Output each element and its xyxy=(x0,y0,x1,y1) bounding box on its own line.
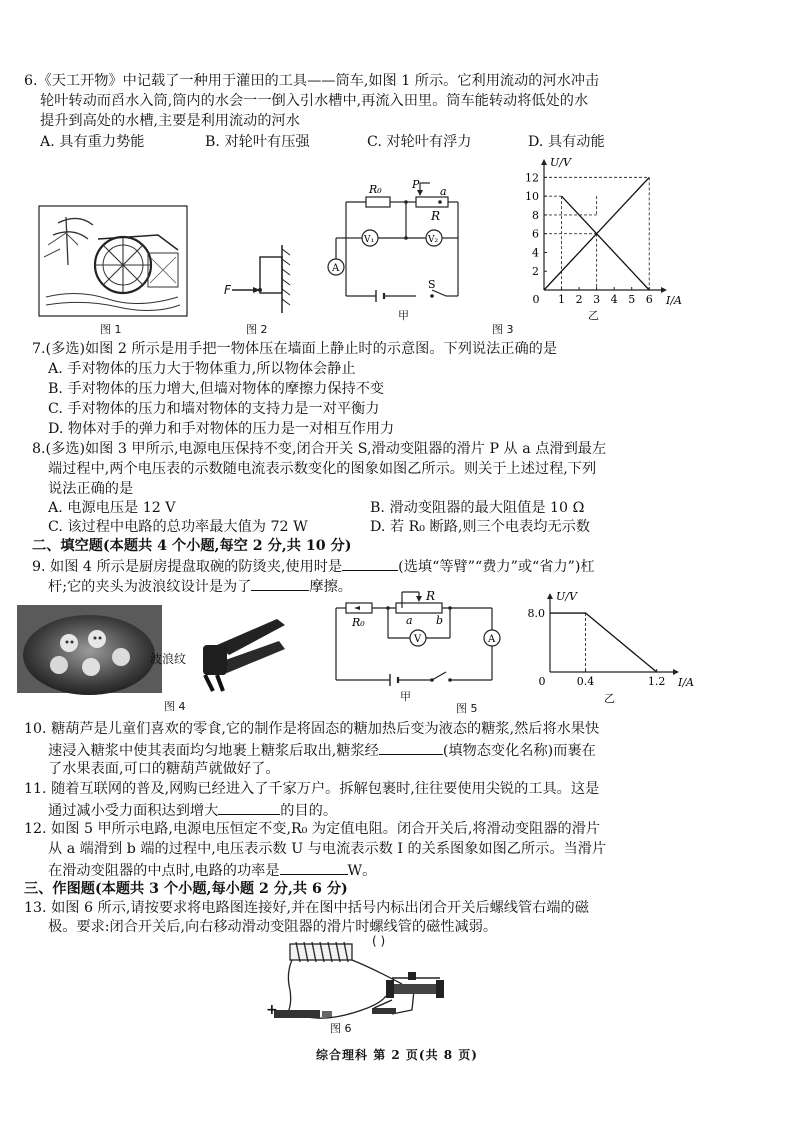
fig5-b-label: b xyxy=(436,614,444,627)
q11-text-2b: 的目的。 xyxy=(280,803,338,819)
page-footer: 综合理科 第 2 页(共 8 页) xyxy=(316,1048,478,1062)
fig5-chart-ytick-label-0: 8.0 xyxy=(527,607,545,621)
q6-line-3: 提升到高处的水槽,主要是利用流动的河水 xyxy=(40,113,300,129)
fig3-p-label: P xyxy=(412,178,420,191)
fig3-chart-ytick-label-0: 2 xyxy=(532,265,539,279)
section-2-heading: 二、填空题(本题共 4 个小题,每空 2 分,共 10 分) xyxy=(32,538,352,554)
fig3-chart-xtick-label-1: 2 xyxy=(575,293,583,306)
q9-text-2a: 杆;它的夹头为波浪纹设计是为了 xyxy=(48,579,252,595)
fig5-chart-x-arrow xyxy=(673,669,679,675)
q7-option-d: D. 物体对手的弹力和手对物体的压力是一对相互作用力 xyxy=(48,421,395,437)
fig5-r0-label: R₀ xyxy=(352,616,365,629)
q6-line-1: 6.《天工开物》中记载了一种用于灌田的工具——筒车,如图 1 所示。它利用流动的河水冲击 xyxy=(24,73,600,89)
q8-option-a: A. 电源电压是 12 V xyxy=(48,500,176,516)
fig5-chart-xtick-label-0: 0.4 xyxy=(576,675,595,688)
q10-line-1: 10. 糖葫芦是儿童们喜欢的零食,它的制作是将固态的糖加热后变为液态的糖浆,然后将水果快 xyxy=(24,721,600,737)
q9-text-2b: 摩擦。 xyxy=(309,579,352,595)
fig2-caption: 图 2 xyxy=(246,323,268,336)
q8-line-1: 8.(多选)如图 3 甲所示,电源电压保持不变,闭合开关 S,滑动变阻器的滑片 P 从 a 点滑到最左 xyxy=(32,441,607,457)
q10-blank[interactable] xyxy=(379,740,443,755)
q8-option-b: B. 滑动变阻器的最大阻值是 10 Ω xyxy=(370,500,585,516)
q13-line-1: 13. 如图 6 所示,请按要求将电路图连接好,并在图中括号内标出闭合开关后螺线管右端的磁 xyxy=(24,900,589,916)
fig5-caption: 图 5 xyxy=(456,702,478,715)
fig5-chart-y-arrow xyxy=(547,593,553,599)
fig5-chart-series-line-0 xyxy=(550,613,657,672)
q9-line-1 xyxy=(32,556,595,577)
fig3-chart-xtick-label-2: 3 xyxy=(593,293,601,306)
fig5-chart-origin-label: 0 xyxy=(538,675,546,688)
q11-line-1: 11. 随着互联网的普及,网购已经进入了千家万户。拆解包裹时,往往要使用尖锐的工具。这是 xyxy=(24,781,600,797)
q6-option-c: C. 对轮叶有浮力 xyxy=(367,134,472,150)
fig3-chart-ytick-label-2: 6 xyxy=(532,227,539,241)
q12-text-3b: W。 xyxy=(347,863,377,879)
fig3-chart xyxy=(512,150,682,310)
fig5-circuit xyxy=(326,586,502,690)
q8-line-2: 端过程中,两个电压表的示数随电流表示数变化的图象如图乙所示。则关于上述过程,下列 xyxy=(48,461,597,477)
fig5-chart-xtick-label-1: 1.2 xyxy=(647,675,666,688)
fig5-yi-caption: 乙 xyxy=(604,692,615,705)
fig5-chart-x-axis-label: I/A xyxy=(678,676,694,689)
fig2-force-label: F xyxy=(224,283,231,297)
fig3-chart-xtick-label-3: 4 xyxy=(610,293,618,306)
q6-option-b: B. 对轮叶有压强 xyxy=(205,134,310,150)
fig3-chart-xtick-label-0: 1 xyxy=(558,293,566,306)
fig3-chart-x-axis-label: I/A xyxy=(666,294,682,307)
fig6-apparatus xyxy=(262,934,462,1030)
q6-line-2: 轮叶转动而舀水入筒,筒内的水会一一倒入引水槽中,再流入田里。筒车能转动将低处的水 xyxy=(40,93,589,109)
fig3-switch-label: S xyxy=(428,278,436,291)
fig3-a-label: a xyxy=(440,185,447,198)
q13-line-2: 极。要求:闭合开关后,向右移动滑动变阻器的滑片时螺线管的磁性减弱。 xyxy=(48,919,498,935)
q10-line-2 xyxy=(48,740,596,761)
q6-option-d: D. 具有动能 xyxy=(528,134,605,150)
fig6-bracket[interactable]: ( ) xyxy=(372,934,386,948)
q7-option-b: B. 手对物体的压力增大,但墙对物体的摩擦力保持不变 xyxy=(48,381,385,397)
fig3-chart-ytick-label-4: 10 xyxy=(525,190,539,204)
q8-option-c: C. 该过程中电路的总功率最大值为 72 W xyxy=(48,519,308,535)
fig1-waterwheel-illustration xyxy=(38,205,188,317)
q12-line-3 xyxy=(48,860,376,881)
q9-blank-1[interactable] xyxy=(342,556,398,571)
fig3-chart-y-axis-label: U/V xyxy=(550,156,571,169)
fig3-jia-caption: 甲 xyxy=(398,309,409,322)
fig6-caption: 图 6 xyxy=(330,1022,352,1035)
fig3-yi-caption: 乙 xyxy=(588,309,599,322)
fig3-r-label: R xyxy=(431,209,441,223)
q7-option-a: A. 手对物体的压力大于物体重力,所以物体会静止 xyxy=(48,361,356,377)
fig5-r-label: R xyxy=(426,589,436,603)
q6-option-a: A. 具有重力势能 xyxy=(40,134,145,150)
fig3-circuit xyxy=(328,178,468,308)
q9-blank-2[interactable] xyxy=(251,576,309,591)
fig3-chart-xtick-label-4: 5 xyxy=(628,293,636,306)
q12-blank[interactable] xyxy=(280,860,348,875)
fig4-caption: 图 4 xyxy=(164,700,186,713)
fig3-ammeter-label: A xyxy=(332,263,340,274)
q9-text-1b: (选填“等臂”“费力”或“省力”)杠 xyxy=(398,559,595,575)
q10-text-2a: 速浸入糖浆中使其表面均匀地裹上糖浆后取出,糖浆经 xyxy=(48,743,379,759)
fig3-chart-x-arrow xyxy=(661,287,667,293)
q11-blank[interactable] xyxy=(218,800,280,815)
q9-text-1a: 9. 如图 4 所示是厨房提盘取碗的防烫夹,使用时是 xyxy=(32,559,343,575)
fig4-wave-label: 波浪纹 xyxy=(150,652,187,666)
q7-line-1: 7.(多选)如图 2 所示是用手把一物体压在墙面上静止时的示意图。下列说法正确的是 xyxy=(32,341,558,357)
section-3-heading: 三、作图题(本题共 3 个小题,每小题 2 分,共 6 分) xyxy=(24,881,348,897)
fig5-voltmeter-label: V xyxy=(414,634,422,645)
fig5-a-label: a xyxy=(406,614,413,627)
q11-line-2 xyxy=(48,800,337,821)
fig3-chart-ytick-label-3: 8 xyxy=(532,208,539,222)
fig3-v2-label: V₂ xyxy=(428,235,439,245)
q12-text-3a: 在滑动变阻器的中点时,电路的功率是 xyxy=(48,863,280,879)
fig5-ammeter-label: A xyxy=(488,634,496,645)
fig2-force-diagram xyxy=(220,245,292,315)
fig1-caption: 图 1 xyxy=(100,323,122,336)
q10-line-3: 了水果表面,可口的糖葫芦就做好了。 xyxy=(48,761,280,777)
fig3-chart-origin-label: 0 xyxy=(532,293,540,306)
fig3-caption: 图 3 xyxy=(492,323,514,336)
fig3-r0-label: R₀ xyxy=(369,183,382,196)
fig5-chart-y-axis-label: U/V xyxy=(556,590,577,603)
q12-line-2: 从 a 端滑到 b 端的过程中,电压表示数 U 与电流表示数 I 的关系图象如图乙所示。当滑片 xyxy=(48,841,607,857)
q12-line-1: 12. 如图 5 甲所示电路,电源电压恒定不变,R₀ 为定值电阻。闭合开关后,将滑动变阻器的滑片 xyxy=(24,821,601,837)
q8-option-d: D. 若 R₀ 断路,则三个电表均无示数 xyxy=(370,519,591,535)
q8-line-3: 说法正确的是 xyxy=(48,481,134,497)
fig3-v1-label: V₁ xyxy=(364,235,375,245)
fig3-chart-series-line-1 xyxy=(562,196,650,290)
q10-text-2b: (填物态变化名称)而裹在 xyxy=(442,743,596,759)
q9-line-2 xyxy=(48,576,352,597)
q7-option-c: C. 手对物体的压力和墙对物体的支持力是一对平衡力 xyxy=(48,401,380,417)
q11-text-2a: 通过减小受力面积达到增大 xyxy=(48,803,219,819)
fig5-chart xyxy=(520,580,700,690)
fig3-chart-xtick-label-5: 6 xyxy=(645,293,653,306)
fig3-chart-y-arrow xyxy=(541,159,547,165)
fig5-jia-caption: 甲 xyxy=(400,690,411,703)
fig6-plus-sign: + xyxy=(266,1002,278,1018)
fig3-chart-ytick-label-5: 12 xyxy=(525,171,539,185)
fig3-chart-ytick-label-1: 4 xyxy=(532,246,539,260)
